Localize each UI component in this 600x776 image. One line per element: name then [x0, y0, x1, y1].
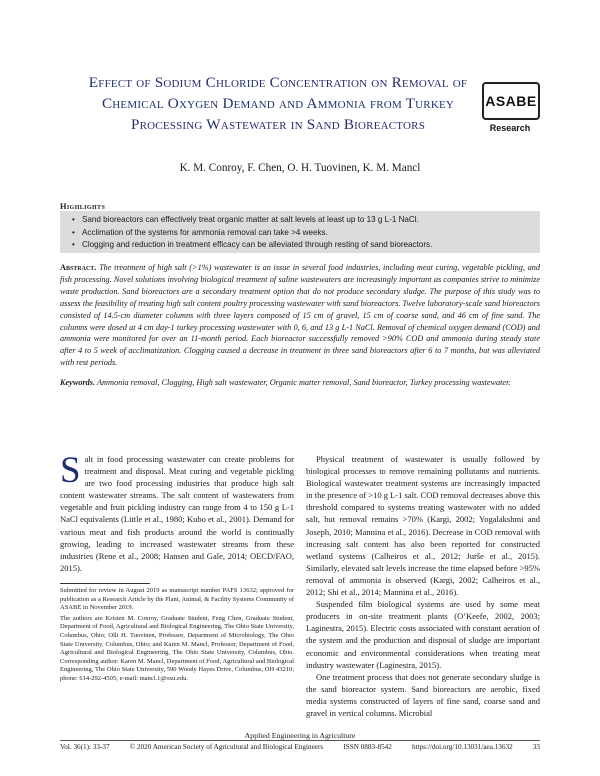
footnote-divider: [60, 583, 150, 584]
logo-mark: ASABE: [485, 93, 537, 109]
copyright: © 2020 American Society of Agricultural and Biological Engineers: [129, 743, 324, 751]
highlight-item: • Clogging and reduction in treatment efficacy can be alleviated through resting of sand bioreactors.: [72, 239, 540, 252]
journal-name: Applied Engineering in Agriculture: [244, 731, 356, 740]
article-title: Effect of Sodium Chloride Concentration on Removal of Chemical Oxygen Demand and Ammonia from Turkey Processing Wastewater in Sand Bioreactors: [88, 74, 468, 133]
body-column-right: [306, 453, 540, 719]
body-paragraph: One treatment process that does not generate secondary sludge is the sand bioreactor system. Sand bioreactors are aerobic, fixed media systems constructed of layers of fine sand, coarse sand and gravel in vertical columns. Microbial: [306, 671, 540, 718]
abstract-label: Abstract.: [60, 263, 97, 272]
keywords-label: Keywords.: [60, 378, 96, 387]
highlights-box: [60, 211, 540, 253]
issn: ISSN 0883-8542: [343, 743, 392, 751]
logo-label: Research: [489, 123, 531, 133]
footnote-authors: The authors are Kristen M. Conroy, Graduate Student, Feng Chen, Graduate Student, Department of Food, Agricultural and Biological Engineering, The Ohio State University, Columbus, Ohio; Olli H. Tuovinen, Professor, Department of Microbiology, The Ohio State University, Columbus, Ohio; and Karen M. Mancl, Professor, Department of Food, Agricultural and Biological Engineering, The Ohio State University, Columbus, Ohio. Corresponding author: Karen M. Mancl, Department of Food, Agricultural and Biological Engineering, The Ohio State University, 590 Woody Hayes Drive, Columbus, OH 43210; phone: 614-292-4505; e-mail: mancl.1@osu.edu.: [60, 614, 294, 682]
keywords: [60, 377, 540, 389]
author-list: K. M. Conroy, F. Chen, O. H. Tuovinen, K. M. Mancl: [179, 162, 421, 174]
page-footer: [60, 743, 540, 751]
footer-divider: [60, 740, 540, 741]
highlights-label: Highlights: [60, 202, 106, 211]
highlight-item: • Sand bioreactors can effectively treat organic matter at salt levels at least up to 13 g L-1 NaCl.: [72, 214, 540, 227]
keywords-text: Ammonia removal, Clogging, High salt wastewater, Organic matter removal, Sand bioreactor, Turkey processing wastewater.: [96, 378, 511, 387]
asabe-logo: [482, 82, 538, 133]
highlight-item: • Acclimation of the systems for ammonia removal can take >4 weeks.: [72, 227, 540, 240]
body-paragraph: Suspended film biological systems are used by some meat producers in on-site treatment plants (O’Keefe, 2002, 2003; Laginestra, 2015). Electric costs associated with constant aeration of the system and the production and disposal of sludge are important economic and environmental considerations when treating meat industry wastewater (Laginestra, 2015).: [306, 599, 540, 670]
drop-cap: S: [60, 450, 81, 491]
doi-link[interactable]: https://doi.org/10.13031/aea.13632: [411, 743, 513, 751]
body-paragraph: Physical treatment of wastewater is usually followed by biological processes to remove remaining pollutants and nutrients. Biological wastewater treatment systems are increasingly impacted in the presence of >10 g L-1 salt. COD removal decreases above this threshold compared to systems treating wastewater with no added salt, but removal remains >70% (Kargi, 2002; Yogalakshmi and Joseph, 2010; Mannina et al., 2016). Decrease in COD removal with increasing salt content has also been reported for constructed wetland systems (Calheiros et al., 2012; Jurše et al., 2015). Similarly, elevated salt levels increase the time elapsed before >95% removal of ammonia is observed (Kargi, 2002; Calheiros et al., 2012; Shi et al., 2014; Mannina et al., 2016).: [306, 454, 540, 598]
page-number: 33: [532, 743, 540, 751]
logo-box: [482, 82, 540, 120]
footnote: [60, 587, 294, 686]
abstract-text: The treatment of high salt (>1%) wastewater is an issue in several food industries, including meat curing, vegetable pickling, and fish processing. Novel solutions involving biological treatment of saline wastewaters are increasingly important as companies strive to minimize waste production. Sand bioreactors are a secondary treatment option that do not produce secondary sludge. The purpose of this study was to assess the feasibility of treating high salt content poultry processing wastewater with sand bioreactors. Twelve laboratory-scale sand bioreactors consisted of 14.5-cm diameter columns with three layers composed of 15 cm of gravel, 15 cm of coarse sand, and 46 cm of fine sand. The columns were dosed at 4 cm day-1 turkey processing wastewater with 0, 6, and 13 g L-1 NaCl. Removal of chemical oxygen demand (COD) and ammonia were monitored for over an 11-month period. Each bioreactor successfully removed >90% COD and ammonia during steady state after 4 to 5 week of acclimatization. Clogging caused a decrease in treatment in three sand bioreactors after 6 to 7 months, but was alleviated with rest periods.: [60, 263, 541, 368]
volume-info: Vol. 36(1): 33-37: [60, 743, 110, 751]
paragraph-text: alt in food processing wastewater can create problems for treatment and disposal. Meat curing and vegetable pickling are two food processing industries that produce high salt content wastewater streams. The salt content of wastewaters from vegetable and fruit pickling industry can range from 4 to 150 g L-1 NaCl equivalents (Little et al., 1980; Kubo et al., 2001). Demand for various meat and fish products around the world is continually growing, leading to increased wastewater streams from these industries (Rene et al., 2008; Hansen and Gale, 2014; OECD/FAO, 2015).: [60, 454, 294, 573]
body-paragraph: [60, 450, 294, 574]
abstract: [60, 262, 540, 369]
body-column-left: [60, 450, 294, 574]
footnote-submission: Submitted for review in August 2019 as manuscript number PAFS 13632; approved for publication as a Research Article by the Plant, Animal, & Facility Systems Community of ASABE in November 2019.: [60, 587, 294, 612]
